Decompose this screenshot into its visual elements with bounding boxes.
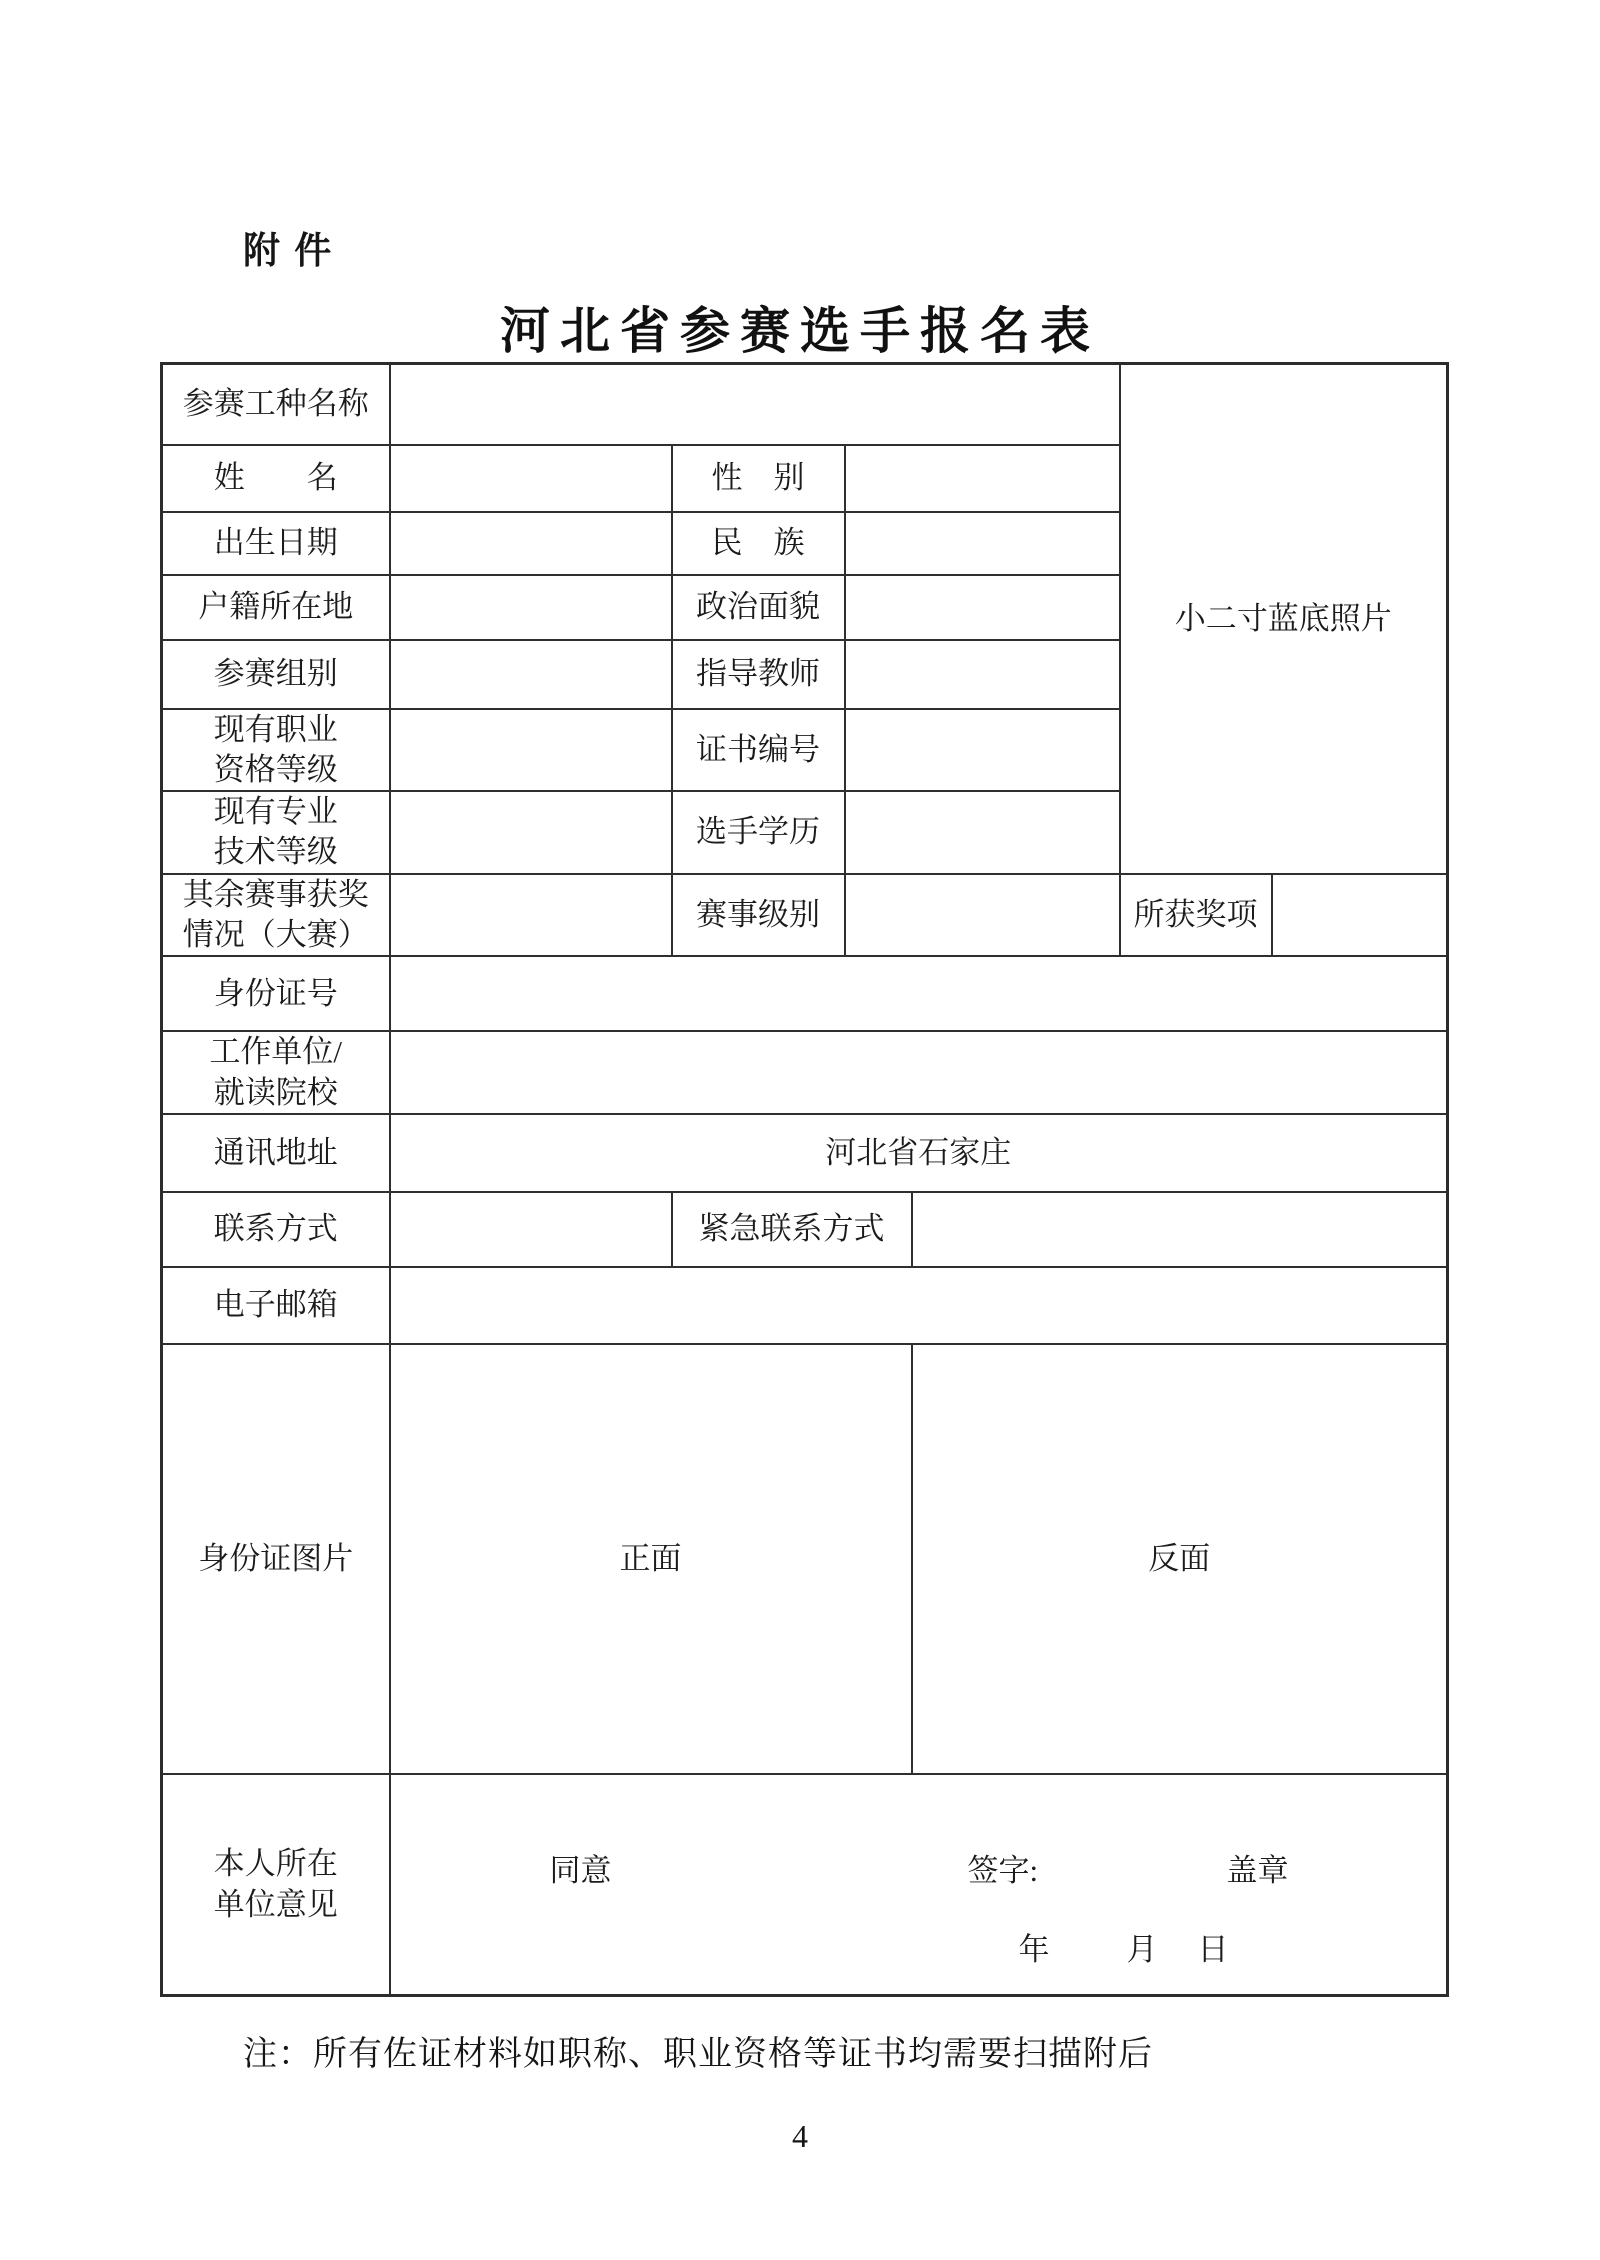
id-back-cell: 反面 bbox=[912, 1344, 1448, 1774]
row-trade-name bbox=[162, 364, 1448, 445]
other-awards-value-cell bbox=[390, 874, 672, 957]
professional-level-label-line2: 技术等级 bbox=[213, 834, 338, 870]
event-level-label: 赛事级别 bbox=[672, 874, 845, 957]
ethnicity-value-cell bbox=[845, 512, 1120, 575]
id-photo-label: 身份证图片 bbox=[162, 1344, 390, 1774]
opinion-seal-label: 盖章 bbox=[1226, 1852, 1289, 1888]
id-number-value-cell bbox=[390, 956, 1448, 1031]
professional-level-value-cell bbox=[390, 791, 672, 874]
event-level-value-cell bbox=[845, 874, 1120, 957]
opinion-month-label: 月 bbox=[1126, 1931, 1158, 1967]
certificate-no-value-cell bbox=[845, 709, 1120, 792]
row-email bbox=[162, 1267, 1448, 1344]
work-unit-label-line2: 就读院校 bbox=[213, 1074, 338, 1110]
trade-name-label: 参赛工种名称 bbox=[162, 364, 390, 445]
registration-form-table bbox=[160, 362, 1449, 1997]
emergency-contact-value-cell bbox=[912, 1192, 1448, 1267]
political-status-label: 政治面貌 bbox=[672, 575, 845, 640]
unit-opinion-label bbox=[162, 1774, 390, 1996]
row-id-number bbox=[162, 956, 1448, 1031]
row-unit-opinion bbox=[162, 1774, 1448, 1996]
award-won-value-cell bbox=[1272, 874, 1448, 957]
trade-name-value-cell bbox=[390, 364, 1120, 445]
email-value-cell bbox=[390, 1267, 1448, 1344]
contact-label: 联系方式 bbox=[162, 1192, 390, 1267]
work-unit-value-cell bbox=[390, 1031, 1448, 1114]
opinion-day-label: 日 bbox=[1197, 1931, 1229, 1967]
opinion-agree-text: 同意 bbox=[549, 1852, 612, 1888]
name-label: 姓 名 bbox=[162, 445, 390, 512]
id-front-cell: 正面 bbox=[390, 1344, 912, 1774]
opinion-year-label: 年 bbox=[1018, 1931, 1050, 1967]
certificate-no-label: 证书编号 bbox=[672, 709, 845, 792]
professional-level-label bbox=[162, 791, 390, 874]
vocational-level-value-cell bbox=[390, 709, 672, 792]
unit-opinion-content bbox=[391, 1777, 1447, 1993]
education-value-cell bbox=[845, 791, 1120, 874]
vocational-level-label-line2: 资格等级 bbox=[213, 751, 338, 787]
row-work-unit bbox=[162, 1031, 1448, 1114]
residence-value-cell bbox=[390, 575, 672, 640]
name-value-cell bbox=[390, 445, 672, 512]
other-awards-label bbox=[162, 874, 390, 957]
unit-opinion-content-cell bbox=[390, 1774, 1448, 1996]
row-id-photo bbox=[162, 1344, 1448, 1774]
mailing-address-value-cell: 河北省石家庄 bbox=[390, 1114, 1448, 1192]
other-awards-label-line1: 其余赛事获奖 bbox=[182, 876, 369, 912]
award-won-label: 所获奖项 bbox=[1120, 874, 1272, 957]
row-mailing-address bbox=[162, 1114, 1448, 1192]
attachment-label: 附 件 bbox=[243, 230, 334, 271]
row-contact bbox=[162, 1192, 1448, 1267]
unit-opinion-label-line1: 本人所在 bbox=[213, 1846, 338, 1882]
row-other-awards bbox=[162, 874, 1448, 957]
contact-value-cell bbox=[390, 1192, 672, 1267]
instructor-value-cell bbox=[845, 640, 1120, 709]
mailing-address-label: 通讯地址 bbox=[162, 1114, 390, 1192]
competition-group-value-cell bbox=[390, 640, 672, 709]
birth-date-label: 出生日期 bbox=[162, 512, 390, 575]
gender-value-cell bbox=[845, 445, 1120, 512]
opinion-signature-label: 签字: bbox=[967, 1852, 1039, 1888]
photo-placeholder-cell: 小二寸蓝底照片 bbox=[1120, 364, 1448, 874]
professional-level-label-line1: 现有专业 bbox=[213, 794, 338, 830]
vocational-level-label bbox=[162, 709, 390, 792]
page-title: 河北省参赛选手报名表 bbox=[500, 303, 1100, 359]
unit-opinion-label-line2: 单位意见 bbox=[213, 1886, 338, 1922]
page-number: 4 bbox=[792, 2118, 808, 2154]
political-status-value-cell bbox=[845, 575, 1120, 640]
vocational-level-label-line1: 现有职业 bbox=[213, 711, 338, 747]
birth-date-value-cell bbox=[390, 512, 672, 575]
other-awards-label-line2: 情况（大赛） bbox=[182, 916, 369, 952]
residence-label: 户籍所在地 bbox=[162, 575, 390, 640]
footnote: 注：所有佐证材料如职称、职业资格等证书均需要扫描附后 bbox=[243, 2036, 1153, 2073]
emergency-contact-label: 紧急联系方式 bbox=[672, 1192, 912, 1267]
email-label: 电子邮箱 bbox=[162, 1267, 390, 1344]
gender-label: 性 别 bbox=[672, 445, 845, 512]
competition-group-label: 参赛组别 bbox=[162, 640, 390, 709]
id-number-label: 身份证号 bbox=[162, 956, 390, 1031]
instructor-label: 指导教师 bbox=[672, 640, 845, 709]
work-unit-label bbox=[162, 1031, 390, 1114]
work-unit-label-line1: 工作单位/ bbox=[209, 1034, 343, 1070]
education-label: 选手学历 bbox=[672, 791, 845, 874]
ethnicity-label: 民 族 bbox=[672, 512, 845, 575]
